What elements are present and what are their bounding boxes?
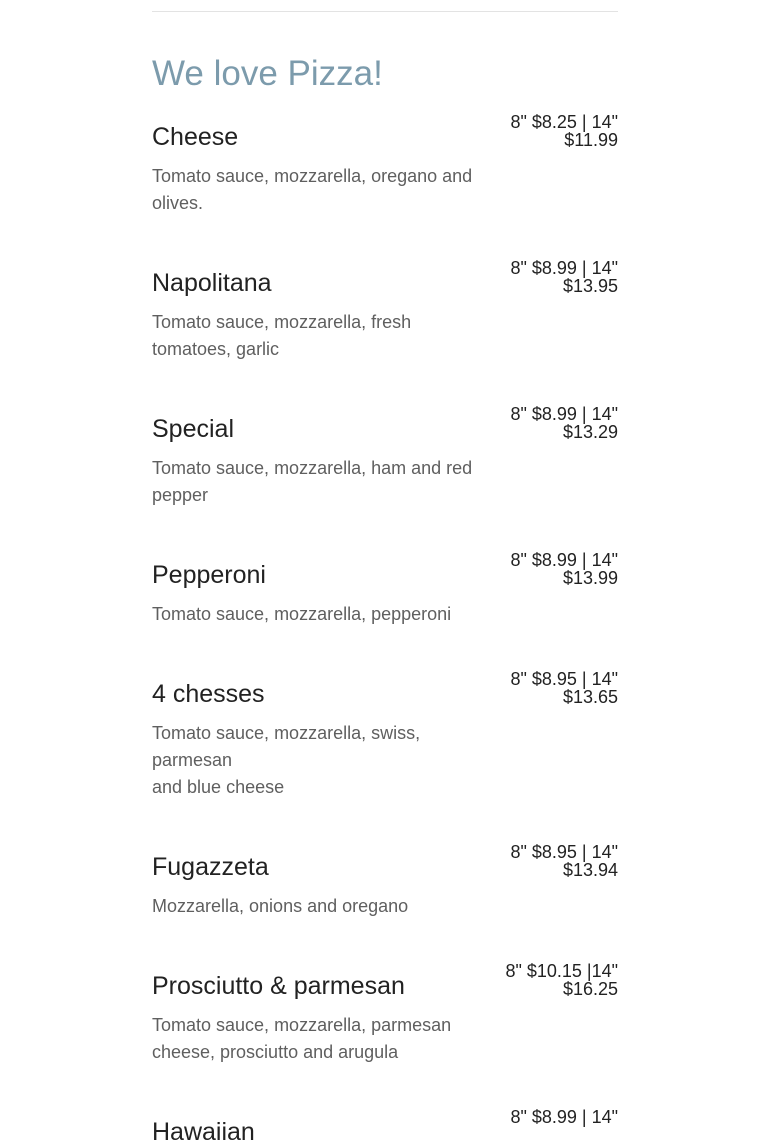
item-name: Pepperoni bbox=[152, 561, 266, 589]
price-line: $13.95 bbox=[562, 276, 618, 296]
description-line: Tomato sauce, mozzarella, ham and red bbox=[152, 458, 473, 478]
description-line: and blue cheese bbox=[152, 777, 285, 797]
description-line: Tomato sauce, mozzarella, pepperoni bbox=[152, 604, 452, 624]
item-price bbox=[468, 670, 618, 706]
top-divider bbox=[152, 11, 618, 12]
item-name: Cheese bbox=[152, 123, 239, 151]
description-line: Tomato sauce, mozzarella, oregano and bbox=[152, 166, 473, 186]
item-name: Hawaiian bbox=[152, 1118, 255, 1146]
item-description bbox=[152, 720, 482, 801]
description-line: parmesan bbox=[152, 750, 233, 770]
description-line: pepper bbox=[152, 485, 209, 505]
item-description bbox=[152, 1012, 482, 1066]
item-name: Special bbox=[152, 415, 234, 443]
item-name: Fugazzeta bbox=[152, 853, 269, 881]
price-line: $13.29 bbox=[562, 422, 618, 442]
item-name: 4 chesses bbox=[152, 680, 265, 708]
price-line: $11.99 bbox=[564, 130, 618, 150]
description-line: tomatoes, garlic bbox=[152, 339, 280, 359]
price-line: 8" $8.99 | 14" bbox=[510, 404, 618, 424]
description-line: Tomato sauce, mozzarella, parmesan bbox=[152, 1015, 452, 1035]
description-line: Tomato sauce, mozzarella, swiss, bbox=[152, 723, 421, 743]
item-description bbox=[152, 455, 482, 509]
price-line: 8" $8.99 | 14" bbox=[510, 1107, 618, 1127]
price-line: 8" $10.15 |14" bbox=[505, 961, 618, 981]
item-price bbox=[468, 962, 618, 998]
item-price bbox=[468, 843, 618, 879]
item-price bbox=[468, 259, 618, 295]
description-line: olives. bbox=[152, 193, 204, 213]
price-line: 8" $8.99 | 14" bbox=[510, 258, 618, 278]
item-name: Prosciutto & parmesan bbox=[152, 972, 405, 1000]
item-description bbox=[152, 163, 482, 217]
item-name: Napolitana bbox=[152, 269, 272, 297]
item-price bbox=[468, 405, 618, 441]
price-line: 8" $8.95 | 14" bbox=[510, 842, 618, 862]
item-description bbox=[152, 893, 482, 920]
item-description bbox=[152, 309, 482, 363]
price-line: $13.65 bbox=[562, 687, 618, 707]
description-line: cheese, prosciutto and arugula bbox=[152, 1042, 399, 1062]
price-line: 8" $8.99 | 14" bbox=[510, 550, 618, 570]
description-line: Tomato sauce, mozzarella, fresh bbox=[152, 312, 412, 332]
description-line: Mozzarella, onions and oregano bbox=[152, 896, 409, 916]
item-price bbox=[468, 551, 618, 587]
item-price bbox=[468, 1108, 618, 1126]
item-description bbox=[152, 601, 482, 628]
price-line: 8" $8.25 | 14" bbox=[510, 112, 618, 132]
section-title: We love Pizza! bbox=[152, 54, 383, 93]
price-line: $16.25 bbox=[562, 979, 618, 999]
item-price bbox=[468, 113, 618, 149]
price-line: $13.99 bbox=[562, 568, 618, 588]
price-line: $13.94 bbox=[562, 860, 618, 880]
price-line: 8" $8.95 | 14" bbox=[510, 669, 618, 689]
